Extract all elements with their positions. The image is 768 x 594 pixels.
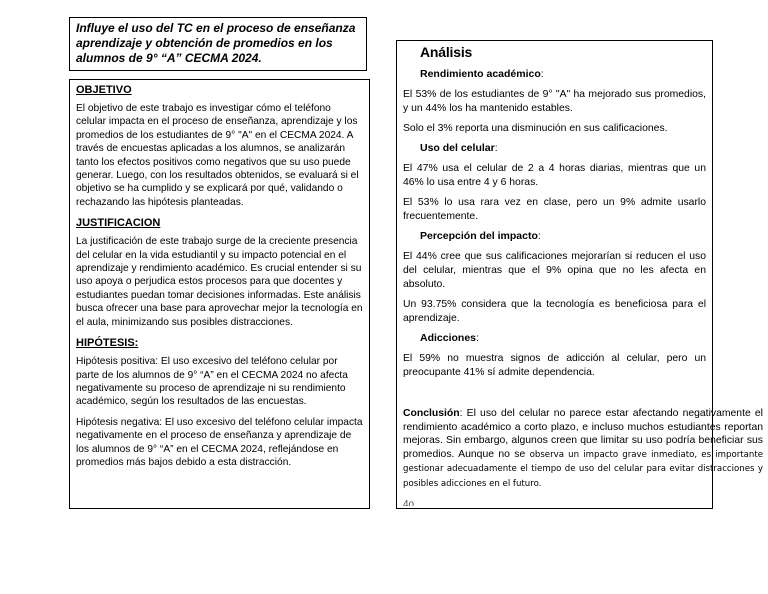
uso-paragraph-1: El 47% usa el celular de 2 a 4 horas diarias, mientras que un 46% lo usa entre 4 y 6 horas. — [403, 163, 706, 188]
adicciones-paragraph-1: El 59% no muestra signos de adicción al celular, pero un preocupante 41% sí admite dependencia. — [403, 353, 706, 378]
percepcion-paragraph-2: Un 93.75% considera que la tecnología es beneficiosa para el aprendizaje. — [403, 299, 706, 324]
justificacion-heading: JUSTIFICACION — [76, 217, 161, 230]
justificacion-text: La justificación de este trabajo surge de la creciente presencia del celular en la vida estudiantil y su impacto potencial en el aprendizaje y rendimiento académico. Es crucial entender si su uso apoya o perjudica estos procesos para que docentes y estudiantes puedan tomar decisiones informadas. Este análisis busca ofrecer una base para aprovechar mejor la tecnología en el aula, minimizando sus posibles distracciones. — [76, 236, 363, 328]
section-heading-percepcion: Percepción del impacto: — [420, 230, 541, 242]
hipotesis-positiva: Hipótesis positiva: El uso excesivo del teléfono celular por parte de los alumnos de 9° “A” en el CECMA 2024 no afecta negativamente su proceso de aprendizaje ni su rendimiento académico, según los resultados de las encuestas. — [76, 356, 348, 408]
conclusion-text-small: observa un impacto grave inmediato, es importante gestionar adecuadamente el tiempo de uso del celular para evitar distracciones y posibles adicciones en el futuro. — [403, 449, 763, 489]
section-heading-adicciones: Adicciones: — [420, 332, 479, 344]
truncated-text: 4o — [403, 500, 415, 506]
left-column-box — [69, 79, 370, 509]
section-heading-label: Uso del celular — [420, 142, 495, 154]
section-heading-rendimiento: Rendimiento académico: — [420, 68, 544, 80]
title-box — [69, 17, 367, 71]
conclusion-text: : El uso del celular no parece estar afectando negativamente el rendimiento académico a corto plazo, e incluso muchos estudiantes reportan mejoras. Sin embargo, algunos creen que limitar su uso podría beneficiar sus promedios. Aunque no se — [403, 408, 763, 460]
percepcion-paragraph-1: El 44% cree que sus calificaciones mejorarían si reducen el uso del celular, mientras que el 9% opina que no les afecta en absoluto. — [403, 251, 706, 290]
rendimiento-paragraph-2: Solo el 3% reporta una disminución en sus calificaciones. — [403, 123, 668, 134]
analysis-title: Análisis — [420, 44, 473, 60]
uso-paragraph-2: El 53% lo usa rara vez en clase, pero un 9% admite usarlo frecuentemente. — [403, 197, 706, 222]
hipotesis-negativa: Hipótesis negativa: El uso excesivo del teléfono celular impacta negativamente en el proceso de enseñanza y aprendizaje de los alumnos de 9° “A” en el CECMA 2024, reflejándose en promedios más bajos debido a esta distracción. — [76, 416, 363, 468]
conclusion-paragraph — [403, 407, 763, 492]
section-heading-label: Rendimiento académico — [420, 68, 541, 80]
section-heading-label: Adicciones — [420, 332, 477, 344]
section-heading-label: Percepción del impacto — [420, 230, 538, 242]
document-title: Influye el uso del TC en el proceso de enseñanza aprendizaje y obtención de promedios en los alumnos de 9° “A” CECMA 2024. — [76, 21, 356, 65]
hipotesis-heading: HIPÓTESIS: — [76, 337, 139, 350]
conclusion-label: Conclusión — [403, 408, 460, 419]
objetivo-text: El objetivo de este trabajo es investigar cómo el teléfono celular impacta en el proceso de enseñanza, aprendizaje y los promedios de los estudiantes de 9° "A" en el CECMA 2024. A través de encuestas aplicadas a los alumnos, se analizarán tanto los efectos positivos como negativos que su uso puede generar. Luego, con los resultados obtenidos, se evaluará si el objetivo se ha cumplido y se explicará por qué, validando o rechazando las hipótesis planteadas. — [76, 103, 359, 208]
rendimiento-paragraph-1: El 53% de los estudiantes de 9° "A" ha mejorado sus promedios, y un 44% los ha mantenido estables. — [403, 89, 706, 114]
section-heading-uso: Uso del celular: — [420, 142, 498, 154]
objetivo-heading: OBJETIVO — [76, 84, 132, 96]
